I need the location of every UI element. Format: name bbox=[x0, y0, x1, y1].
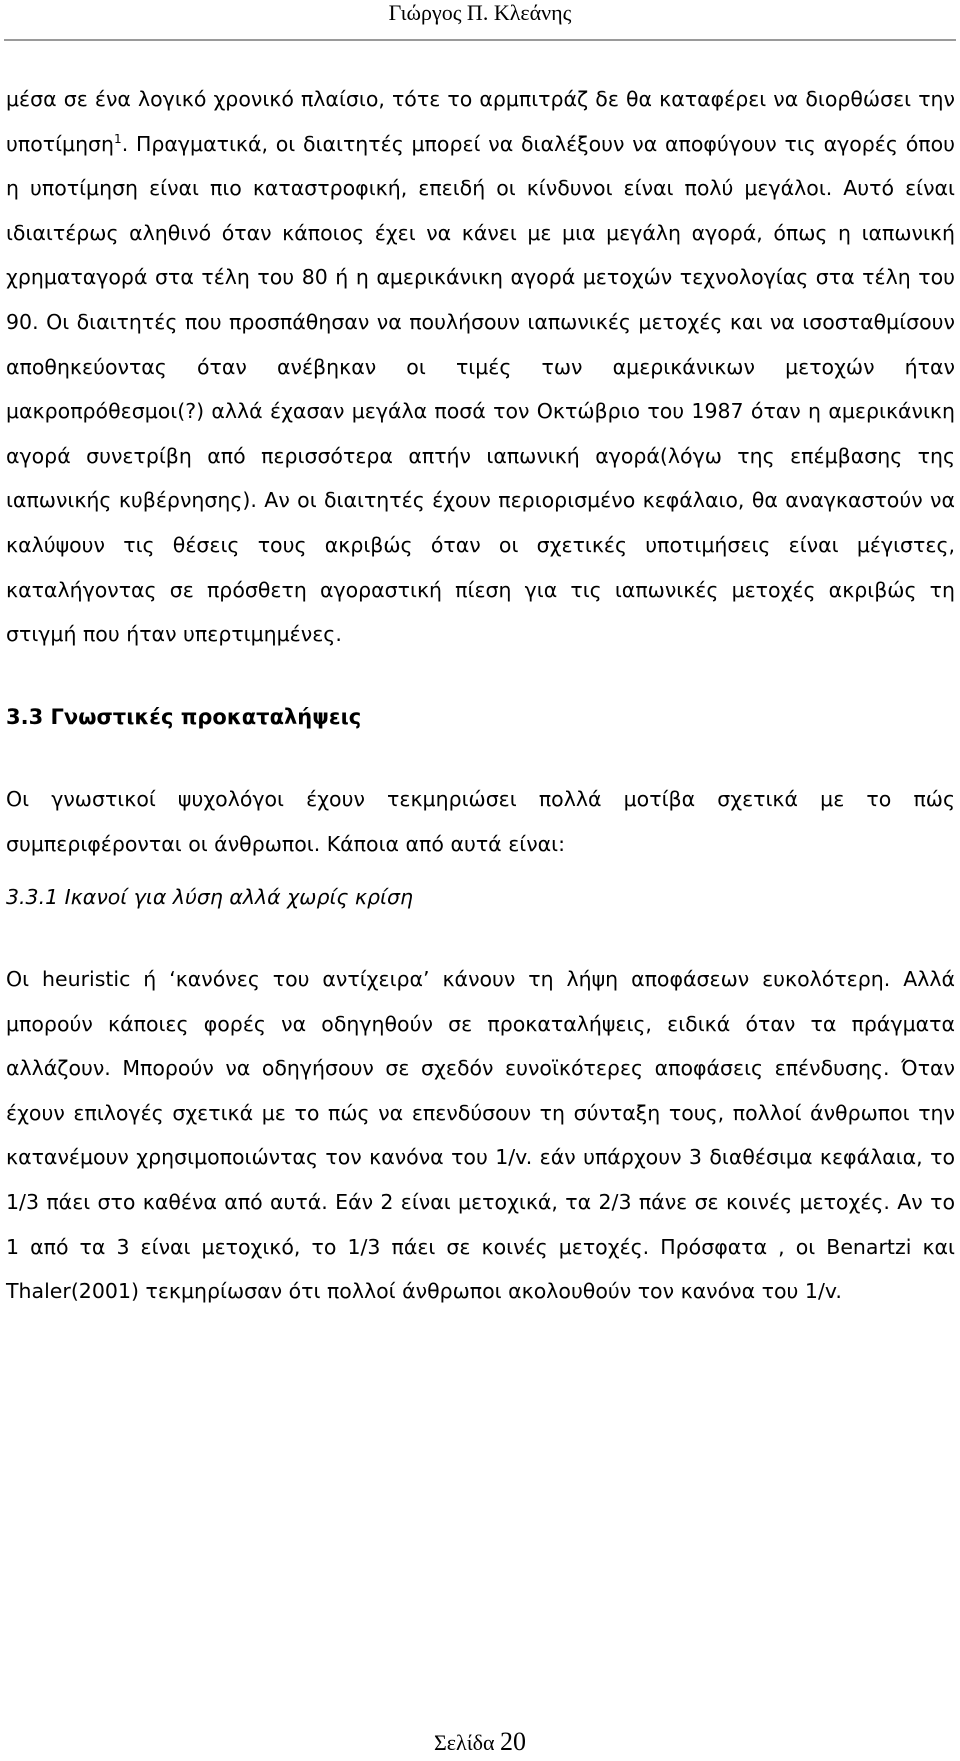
body-content bbox=[6, 77, 955, 1314]
paragraph-arbitrage-part2: . Πραγματικά, οι διαιτητές μπορεί να διαλέξουν να αποφύγουν τις αγορές όπου η υποτίμηση είναι πιο καταστροφική, επειδή οι κίνδυνοι είναι πολύ μεγάλοι. Αυτό είναι ιδιαιτέρως αληθινό όταν κάποιος έχει να κάνει με μια μεγάλη αγορά, όπως η ιαπωνική χρηματαγορά στα τέλη του 80 ή η αμερικάνικη αγορά μετοχών τεχνολογίας στα τέλη του 90. Οι διαιτητές που προσπάθησαν να πουλήσουν ιαπωνικές μετοχές και να ισοσταθμίσουν αποθηκεύοντας όταν ανέβηκαν οι τιμές των αμερικάνικων μετοχών ήταν μακροπρόθεσμοι(?) αλλά έχασαν μεγάλα ποσά τον Οκτώβριο του 1987 όταν η αμερικάνικη αγορά συνετρίβη από περισσότερα απτήν ιαπωνική αγορά(λόγω της επέμβασης της ιαπωνικής κυβέρνησης). Αν οι διαιτητές έχουν περιορισμένο κεφάλαιο, θα αναγκαστούν να καλύψουν τις θέσεις τους ακριβώς όταν οι σχετικές υποτιμήσεις είναι μέγιστες, καταλήγοντας σε πρόσθετη αγοραστική πίεση για τις ιαπωνικές μετοχές ακριβώς τη στιγμή που ήταν υπερτιμημένες. bbox=[6, 131, 955, 647]
section-heading-3-3: 3.3 Γνωστικές προκαταλήψεις bbox=[6, 704, 362, 729]
footnote-reference[interactable]: 1 bbox=[114, 131, 122, 146]
page-label: Σελίδα bbox=[433, 1730, 495, 1755]
page-number: 20 bbox=[500, 1727, 527, 1756]
paragraph-arbitrage-part1: μέσα σε ένα λογικό χρονικό πλαίσιο, τότε το αρμπιτράζ δε θα καταφέρει να διορθώσει την υποτίμηση bbox=[6, 87, 955, 156]
header-divider bbox=[4, 39, 956, 41]
paragraph-arbitrage bbox=[6, 77, 955, 657]
paragraph-cognitive-psychologists: Οι γνωστικοί ψυχολόγοι έχουν τεκμηριώσει πολλά μοτίβα σχετικά με το πώς συμπεριφέρονται οι άνθρωποι. Κάποια από αυτά είναι: bbox=[6, 787, 955, 856]
page-footer bbox=[0, 1728, 960, 1757]
paragraph-heuristics: Οι heuristic ή ‘κανόνες του αντίχειρα’ κάνουν τη λήψη αποφάσεων ευκολότερη. Αλλά μπορούν κάποιες φορές να οδηγηθούν σε προκαταλήψεις, ειδικά όταν τα πράγματα αλλάζουν. Μπορούν να οδηγήσουν σε σχεδόν ευνοϊκότερες αποφάσεις επένδυσης. Όταν έχουν επιλογές σχετικά με το πώς να επενδύσουν τη σύνταξη τους, πολλοί άνθρωποι την κατανέμουν χρησιμοποιώντας τον κανόνα του 1/v. εάν υπάρχουν 3 διαθέσιμα κεφάλαια, το 1/3 πάει στο καθένα από αυτά. Εάν 2 είναι μετοχικά, τα 2/3 πάνε σε κοινές μετοχές. Αν το 1 από τα 3 είναι μετοχικό, το 1/3 πάει σε κοινές μετοχές. Πρόσφατα , οι Benartzi και Thaler(2001) τεκμηρίωσαν ότι πολλοί άνθρωποι ακολουθούν τον κανόνα του 1/v. bbox=[6, 967, 955, 1304]
running-header-author: Γιώργος Π. Κλεάνης bbox=[388, 0, 572, 25]
subsection-heading-3-3-1: 3.3.1 Ικανοί για λύση αλλά χωρίς κρίση bbox=[6, 884, 413, 909]
